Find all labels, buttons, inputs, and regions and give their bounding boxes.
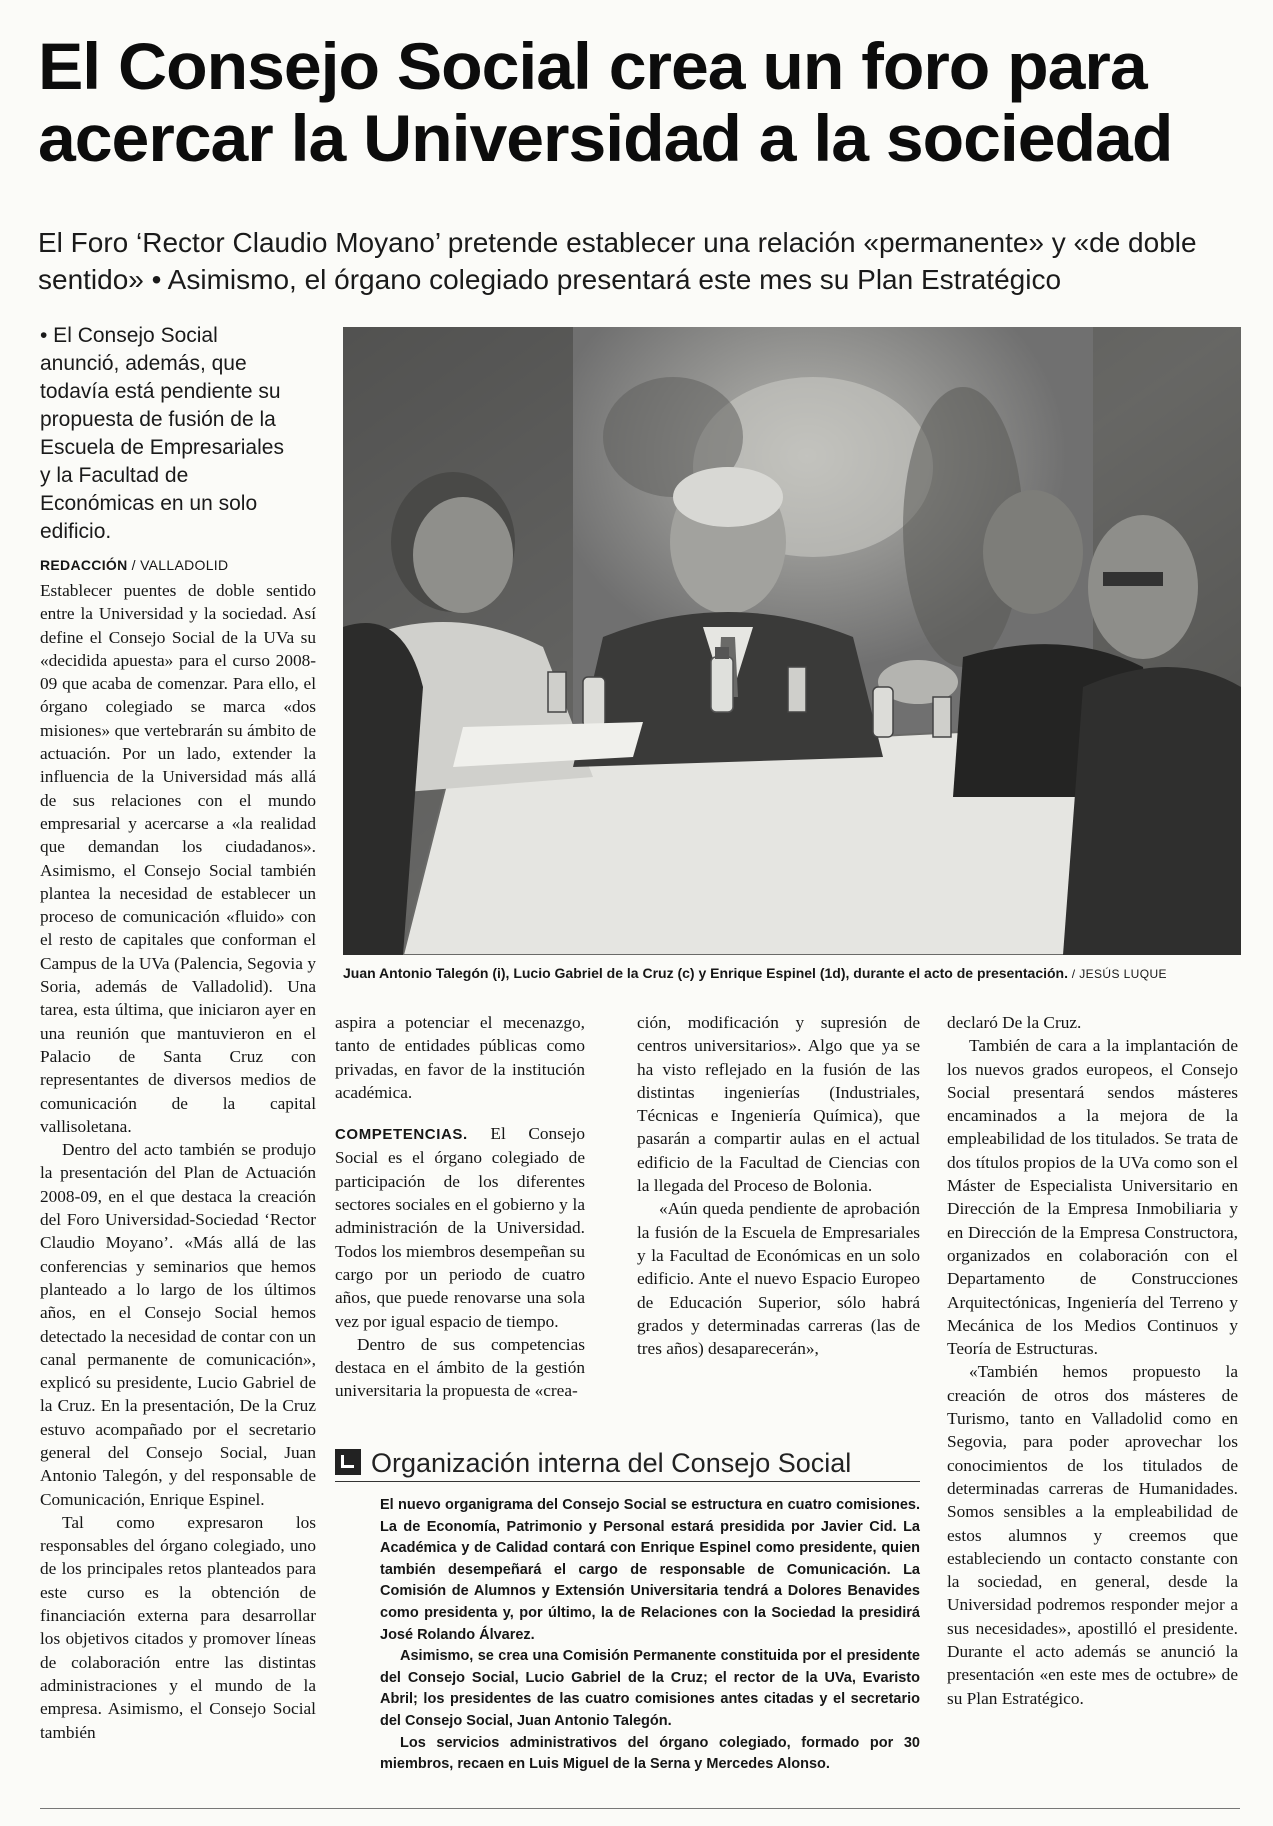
article-paragraph: Establecer puentes de doble sentido entre la Universidad y la sociedad. Así define el Consejo Social de la UVa su «decidida apuesta» para el curso 2008-09 que acaba de comenzar. Para ello, el órgano colegiado se marca «dos misiones» que vertebrarán su ámbito de actuación. Por un lado, extender la influencia de la Universidad más allá de sus relaciones con el mundo empresarial y acercarse a «la realidad que demandan los ciudadanos». Asimismo, el Consejo Social también plantea la necesidad de establecer un proceso de comunicación «fluido» con el resto de capitales que conforman el Campus de la UVa (Palencia, Segovia y Soria, además de Valladolid). Una tarea, esta última, que iniciaron ayer en una reunión que mantuvieron en el Palacio de Santa Cruz con representantes de diversos medios de comunicación de la capital vallisoletana. [40,581,316,1136]
article-column-2 [335,1011,585,1403]
photo-image [343,327,1241,955]
section-marker-icon [335,1449,361,1475]
headline: El Consejo Social crea un foro para acercar la Universidad a la sociedad [38,29,1173,175]
article-paragraph: aspira a potenciar el mecenazgo, tanto de entidades públicas como privadas, en favor de la institución académica. [335,1013,585,1102]
page-bottom-rule [40,1808,1240,1809]
lead-summary: • El Consejo Social anunció, además, que todavía está pendiente su propuesta de fusión de la Escuela de Empresariales y la Facultad de Económicas en un solo edificio. [40,324,284,543]
sidebar-paragraph: Asimismo, se crea una Comisión Permanente constituida por el presidente del Consejo Social, Lucio Gabriel de la Cruz; el rector de la UVa, Evaristo Abril; los presidentes de las cuatro comisiones antes citadas y el secretario del Consejo Social, Juan Antonio Talegón. [380,1648,920,1729]
article-paragraph: También de cara a la implantación de los nuevos grados europeos, el Consejo Social presentará sendos másteres encaminados a la mejora de la empleabilidad de los titulados. Se trata de dos títulos propios de la UVa como son el Máster de Especialista Universitario en Dirección de la Empresa Inmobiliaria y en Dirección de la Empresa Constructora, organizados en colaboración con el Departamento de Construcciones Arquitectónicas, Ingeniería del Terreno y Mecánica de los Medios Continuos y Teoría de Estructuras. [947,1036,1238,1359]
article-photo [343,327,1241,955]
byline-place: VALLADOLID [140,557,229,573]
article-paragraph: Dentro de sus competencias destaca en el ámbito de la gestión universitaria la propuesta de «crea- [335,1334,585,1401]
sidebar-title [335,1447,920,1482]
caption-text: Juan Antonio Talegón (i), Lucio Gabriel de la Cruz (c) y Enrique Espinel (1d), durante el acto de presentación. [343,965,1068,981]
article-paragraph: «También hemos propuesto la creación de otros dos másteres de Turismo, tanto en Valladolid como en Segovia, para poder aprovechar los conocimientos de los titulados de determinadas carreras de Humanidades. Somos sensibles a la empleabilidad de estos alumnos y creemos que estableciendo un contacto constante con la sociedad, en general, desde la Universidad podremos responder mejor a sus necesidades», apostilló el presidente. Durante el acto además se anunció la presentación «en este mes de octubre» de su Plan Estratégico. [947,1362,1238,1708]
photo-credit: / JESÚS LUQUE [1068,967,1167,981]
byline [40,557,228,573]
article-paragraph: Tal como expresaron los responsables del órgano colegiado, uno de los principales retos planteados para este curso es la obtención de financiación externa para desarrollar los objetivos citados y promover líneas de colaboración entre las distintas administraciones y el mundo de la empresa. Asimismo, el Consejo Social también [40,1512,316,1742]
article-paragraph: declaró De la Cruz. [947,1013,1082,1032]
paragraph-text: El Consejo Social es el órgano colegiado de participación de los diferentes sectores sociales en el gobierno y la administración de la Universidad. Todos los miembros desempeñan su cargo por un periodo de cuatro años, que puede renovarse una sola vez por igual espacio de tiempo. [335,1124,585,1331]
section-kicker: COMPETENCIAS. [335,1126,468,1144]
byline-author: REDACCIÓN [40,557,128,573]
sidebar-paragraph: El nuevo organigrama del Consejo Social se estructura en cuatro comisiones. La de Economía, Patrimonio y Personal estará presidida por Javier Cid. La Académica y de Calidad contará con Enrique Espinel como presidente, quien también desempeñará el cargo de responsable de Comunicación. La Comisión de Alumnos y Extensión Universitaria tendrá a Dolores Benavides como presidenta y, por último, la de Relaciones con la Sociedad la presidirá José Rolando Álvarez. [380,1497,920,1643]
article-column-3 [637,1011,920,1360]
article-column-1 [40,579,316,1744]
sidebar-title-text: Organización interna del Consejo Social [371,1448,852,1478]
sidebar-body [380,1495,920,1776]
photo-caption [343,965,1243,981]
article-paragraph [335,1122,585,1333]
byline-separator: / [127,557,141,573]
subheadline: El Foro ‘Rector Claudio Moyano’ pretende establecer una relación «permanente» y «de doble sentido» • Asimismo, el órgano colegiado presentará este mes su Plan Estratégico [38,227,1197,295]
article-paragraph: Dentro del acto también se produjo la presentación del Plan de Actuación 2008-09, en el que destaca la creación del Foro Universidad-Sociedad ‘Rector Claudio Moyano’. «Más allá de las conferencias y seminarios que hemos planteado a lo largo de los últimos años, en el Consejo Social hemos detectado la necesidad de contar con un canal permanente de comunicación», explicó su presidente, Lucio Gabriel de la Cruz. En la presentación, De la Cruz estuvo acompañado por el secretario general del Consejo Social, Juan Antonio Talegón, y del responsable de Comunicación, Enrique Espinel. [40,1140,316,1509]
article-paragraph: «Aún queda pendiente de aprobación la fusión de la Escuela de Empresariales y la Facultad de Económicas en un solo edificio. Ante el nuevo Espacio Europeo de Educación Superior, sólo habrá grados y determinadas carreras (las de tres años) desaparecerán», [637,1199,920,1359]
sidebar-paragraph: Los servicios administrativos del órgano colegiado, formado por 30 miembros, recaen en Luis Miguel de la Serna y Mercedes Alonso. [380,1734,920,1773]
article-column-4 [947,1011,1238,1710]
article-paragraph: ción, modificación y supresión de centros universitarios». Algo que ya se ha visto reflejado en la fusión de las distintas ingenierías (Industriales, Técnicas e Ingeniería Química), que pasarán a compartir aulas en el actual edificio de la Facultad de Ciencias con la llegada del Proceso de Bolonia. [637,1013,920,1196]
